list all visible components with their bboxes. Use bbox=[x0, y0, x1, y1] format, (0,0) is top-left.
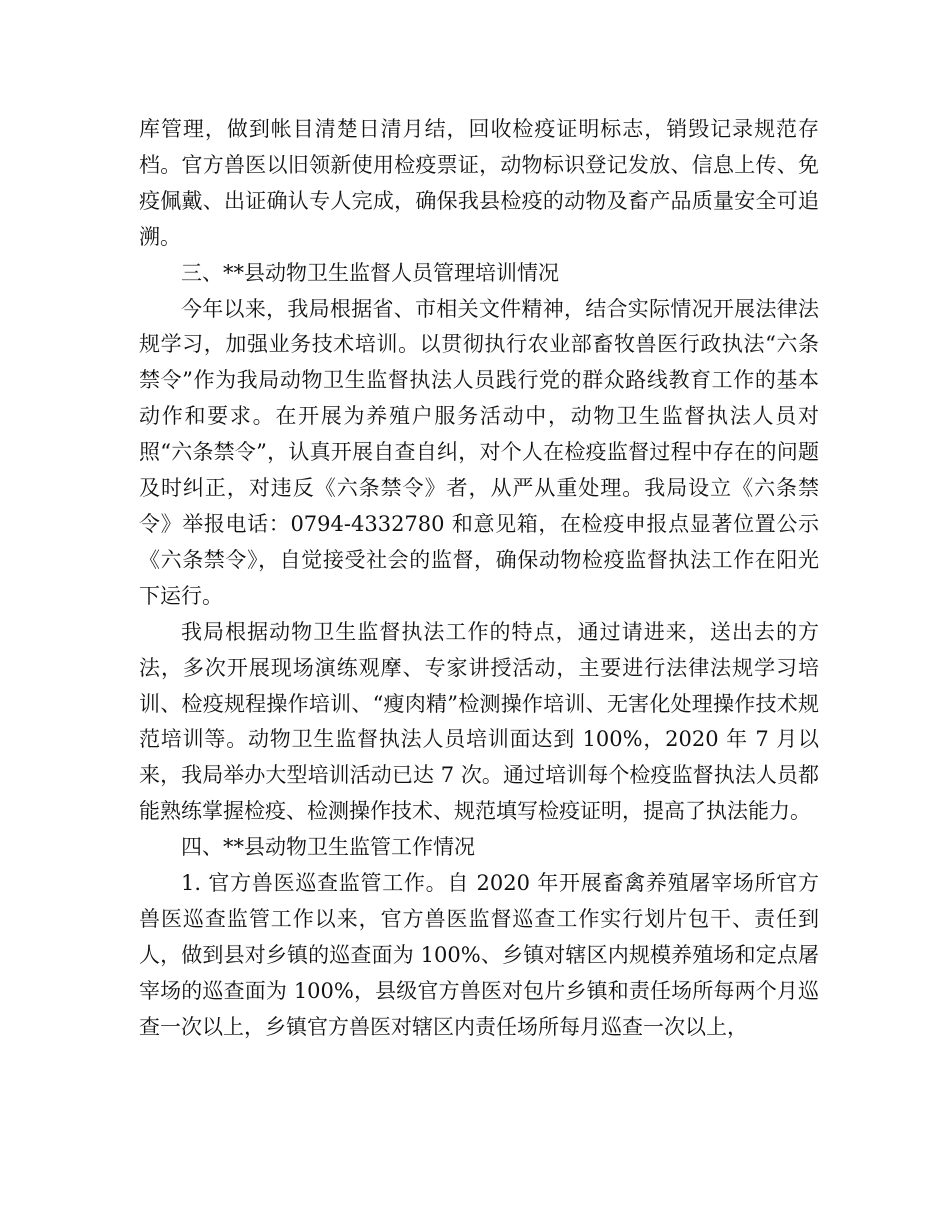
paragraph-training: 我局根据动物卫生监督执法工作的特点，通过请进来，送出去的方法，多次开展现场演练观摩、专家讲授活动，主要进行法律法规学习培训、检疫规程操作培训、“瘦肉精”检测操作培训、无害化处理操作技术规范培训等。动物卫生监督执法人员培训面达到 100%，2020 年 7 月以来，我局举办大型培训活动已达 7 次。通过培训每个检疫监督执法人员都能熟练掌握检疫、检测操作技术、规范填写检疫证明，提高了执法能力。 bbox=[139, 619, 819, 824]
paragraph-records-management: 库管理，做到帐目清楚日清月结，回收检疫证明标志，销毁记录规范存档。官方兽医以旧领新使用检疫票证，动物标识登记发放、信息上传、免疫佩戴、出证确认专人完成，确保我县检疫的动物及畜产品质量安全可追溯。 bbox=[139, 117, 819, 249]
document-body bbox=[139, 112, 819, 1046]
paragraph-six-prohibitions: 今年以来，我局根据省、市相关文件精神，结合实际情况开展法律法规学习，加强业务技术培训。以贯彻执行农业部畜牧兽医行政执法“六条禁令”作为我局动物卫生监督执法人员践行党的群众路线教育工作的基本动作和要求。在开展为养殖户服务活动中，动物卫生监督执法人员对照“六条禁令”，认真开展自查自纠，对个人在检疫监督过程中存在的问题及时纠正，对违反《六条禁令》者，从严从重处理。我局设立《六条禁令》举报电话：0794-4332780 和意见箱，在检疫申报点显著位置公示《六条禁令》，自觉接受社会的监督，确保动物检疫监督执法工作在阳光下运行。 bbox=[139, 296, 819, 608]
section-heading-3: 三、**县动物卫生监督人员管理培训情况 bbox=[181, 260, 559, 285]
section-heading-4: 四、**县动物卫生监管工作情况 bbox=[181, 835, 475, 860]
paragraph-inspection-supervision: 1. 官方兽医巡查监管工作。自 2020 年开展畜禽养殖屠宰场所官方兽医巡查监管工作以来，官方兽医监督巡查工作实行划片包干、责任到人，做到县对乡镇的巡查面为 100%、乡镇对辖区内规模养殖场和定点屠宰场的巡查面为 100%，县级官方兽医对包片乡镇和责任场所每两个月巡查一次以上，乡镇官方兽医对辖区内责任场所每月巡查一次以上， bbox=[139, 871, 819, 1039]
